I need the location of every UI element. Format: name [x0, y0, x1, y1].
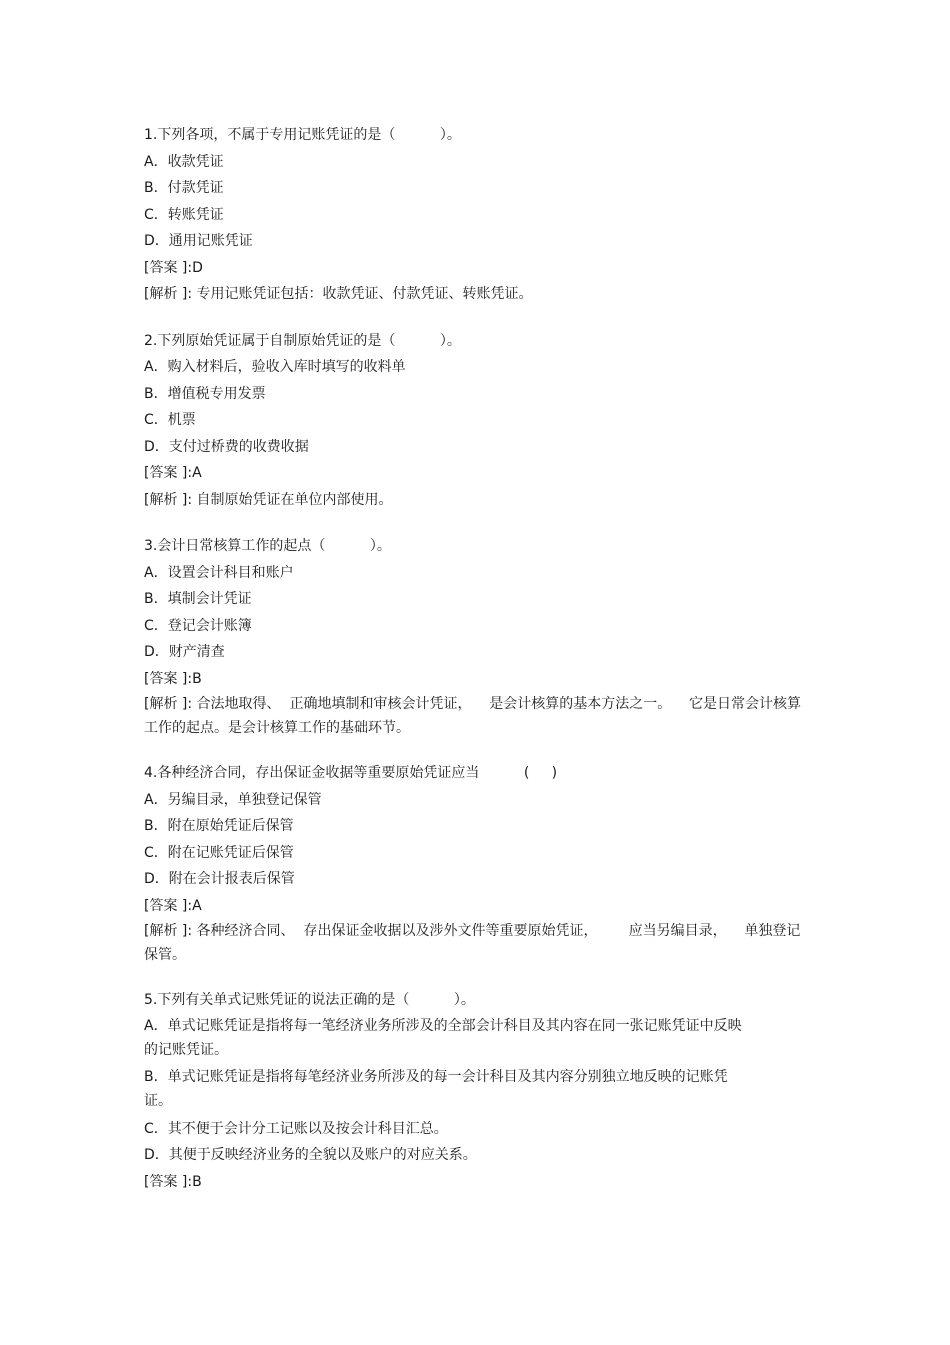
option-a: A．收款凭证 [144, 153, 224, 170]
question-5 [144, 987, 814, 1195]
question-stem: 5.下列有关单式记账凭证的说法正确的是（ ）。 [144, 992, 475, 1008]
question-4 [144, 760, 814, 967]
option-d: D．通用记账凭证 [144, 233, 253, 249]
question-2 [144, 328, 814, 514]
option-b: B．增值税专用发票 [144, 385, 266, 402]
option-b: B．填制会计凭证 [144, 591, 252, 607]
option-d: D．其便于反映经济业务的全貌以及账户的对应关系。 [144, 1147, 477, 1163]
question-stem: 2.下列原始凭证属于自制原始凭证的是（ ）。 [144, 332, 461, 349]
answer: [答案 ]:B [144, 670, 202, 687]
question-3 [144, 533, 814, 740]
answer: [答案 ]:B [144, 1173, 202, 1190]
analysis: [解析 ]: 各种经济合同、 存出保证金收据以及涉外文件等重要原始凭证， 应当另编目录， 单独登记保管。 [144, 923, 801, 963]
analysis: [解析 ]: 合法地取得、 正确地填制和审核会计凭证， 是会计核算的基本方法之一。 它是日常会计核算工作的起点。是会计核算工作的基础环节。 [144, 696, 802, 736]
analysis: [解析 ]: 专用记账凭证包括：收款凭证、付款凭证、转账凭证。 [144, 286, 533, 302]
answer: [答案 ]:A [144, 897, 202, 914]
answer: [答案 ]:D [144, 259, 203, 276]
analysis: [解析 ]: 自制原始凭证在单位内部使用。 [144, 491, 393, 508]
option-b: B．付款凭证 [144, 180, 224, 196]
answer: [答案 ]:A [144, 465, 202, 481]
question-1 [144, 122, 814, 308]
option-b: B．单式记账凭证是指将每笔经济业务所涉及的每一会计科目及其内容分别独立地反映的记账凭证。 [144, 1068, 728, 1109]
option-a: A．购入材料后，验收入库时填写的收料单 [144, 359, 406, 375]
option-c: C．机票 [144, 412, 196, 428]
option-a: A．单式记账凭证是指将每一笔经济业务所涉及的全部会计科目及其内容在同一张记账凭证中反映的记账凭证。 [144, 1017, 742, 1058]
document-page [144, 122, 814, 1215]
option-d: D．附在会计报表后保管 [144, 871, 295, 887]
option-c: C．其不便于会计分工记账以及按会计科目汇总。 [144, 1120, 448, 1137]
option-b: B．附在原始凭证后保管 [144, 818, 294, 834]
option-c: C．转账凭证 [144, 206, 224, 223]
question-stem: 4.各种经济合同，存出保证金收据等重要原始凭证应当 ( ) [144, 765, 558, 781]
option-a: A．另编目录，单独登记保管 [144, 791, 322, 808]
option-d: D．财产清查 [144, 644, 225, 660]
option-d: D．支付过桥费的收费收据 [144, 438, 309, 455]
question-stem: 1.下列各项，不属于专用记账凭证的是（ ）。 [144, 127, 461, 143]
option-c: C．附在记账凭证后保管 [144, 844, 294, 861]
option-a: A．设置会计科目和账户 [144, 564, 294, 581]
option-c: C．登记会计账簿 [144, 617, 252, 634]
question-stem: 3.会计日常核算工作的起点（ ）。 [144, 538, 391, 554]
